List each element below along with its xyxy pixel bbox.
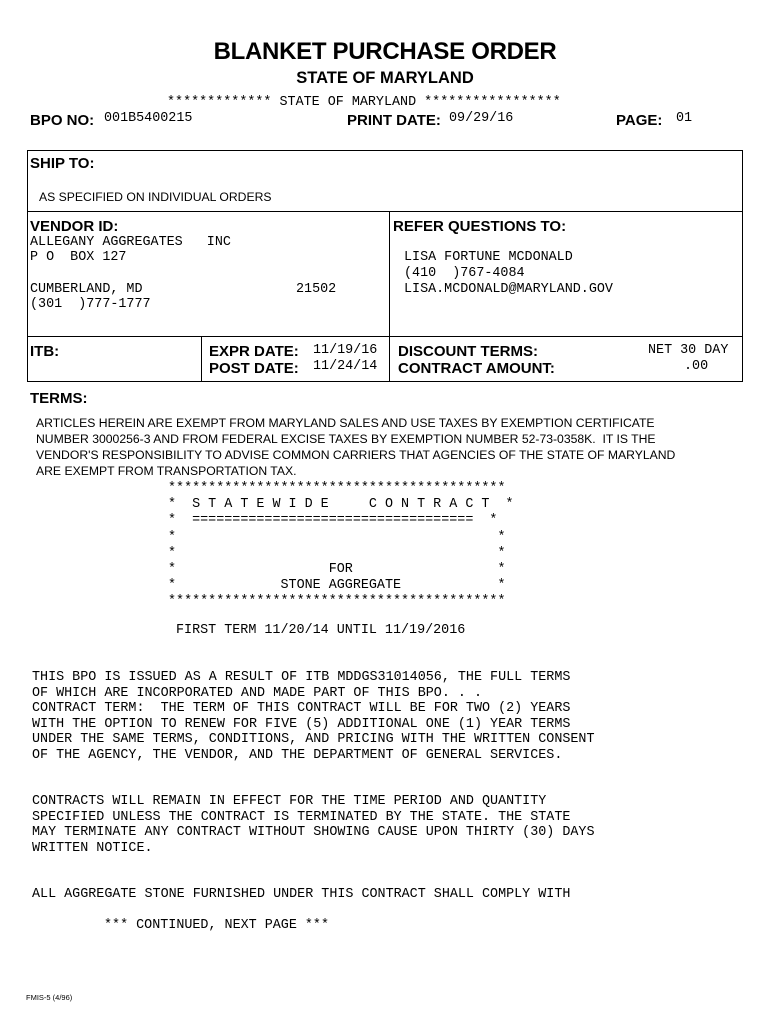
document-subtitle: STATE OF MARYLAND (296, 69, 474, 87)
page-value: 01 (676, 111, 693, 126)
paragraph-line: SPECIFIED UNLESS THE CONTRACT IS TERMINATED BY THE STATE. THE STATE (32, 809, 571, 825)
contract-amount-label: CONTRACT AMOUNT: (398, 360, 555, 377)
box-line: * S T A T E W I D E C O N T R A C T * (168, 497, 514, 513)
vendor-address: P O BOX 127 (30, 250, 127, 265)
box-line: * FOR * (168, 562, 506, 578)
paragraph-line: MAY TERMINATE ANY CONTRACT WITHOUT SHOWING CAUSE UPON THIRTY (30) DAYS (32, 825, 595, 841)
vendor-city: CUMBERLAND, MD (30, 282, 143, 297)
paragraph-line: CONTRACT TERM: THE TERM OF THIS CONTRACT WILL BE FOR TWO (2) YEARS (32, 701, 571, 717)
terms-text (36, 415, 675, 479)
contract-amount-value: .00 (684, 359, 709, 374)
bpo-number-value: 001B5400215 (104, 111, 193, 126)
first-term: FIRST TERM 11/20/14 UNTIL 11/19/2016 (176, 623, 466, 638)
print-date-label: PRINT DATE: (347, 112, 441, 129)
continued-notice: *** CONTINUED, NEXT PAGE *** (104, 918, 329, 933)
box-line: * * (168, 545, 506, 561)
divider-vendor-questions (389, 211, 390, 382)
discount-terms-value: NET 30 DAY (648, 343, 729, 358)
paragraph-line: UNDER THE SAME TERMS, CONDITIONS, AND PRICING WITH THE WRITTEN CONSENT (32, 732, 595, 748)
print-date-value: 09/29/16 (449, 111, 514, 126)
vendor-phone: (301 )777-1777 (30, 297, 151, 312)
vendor-zip: 21502 (296, 282, 337, 297)
expr-date-label: EXPR DATE: (209, 343, 299, 360)
terms-line: ARE EXEMPT FROM TRANSPORTATION TAX. (36, 464, 297, 478)
box-line: ****************************************** (168, 481, 506, 496)
paragraph-line: CONTRACTS WILL REMAIN IN EFFECT FOR THE TIME PERIOD AND QUANTITY (32, 794, 547, 809)
paragraph-line: WRITTEN NOTICE. (32, 840, 153, 856)
post-date-label: POST DATE: (209, 360, 299, 377)
discount-terms-label: DISCOUNT TERMS: (398, 343, 538, 360)
box-line: ****************************************** (168, 594, 506, 610)
ship-to-label: SHIP TO: (30, 155, 95, 172)
page-label: PAGE: (616, 112, 663, 129)
statewide-contract-box (168, 481, 514, 611)
post-date-value: 11/24/14 (313, 359, 378, 374)
vendor-id-label: VENDOR ID: (30, 218, 119, 235)
document-title: BLANKET PURCHASE ORDER (213, 38, 557, 65)
form-id: FMIS-5 (4/96) (26, 993, 73, 1002)
box-line: * * (168, 529, 506, 545)
bpo-number-label: BPO NO: (30, 112, 95, 129)
contact-phone: (410 )767-4084 (404, 266, 525, 281)
contact-email: LISA.MCDONALD@MARYLAND.GOV (404, 282, 613, 297)
paragraph-aggregate-stone: ALL AGGREGATE STONE FURNISHED UNDER THIS CONTRACT SHALL COMPLY WITH (32, 887, 571, 902)
terms-label: TERMS: (30, 390, 88, 407)
box-line: * STONE AGGREGATE * (168, 578, 506, 594)
refer-questions-label: REFER QUESTIONS TO: (393, 218, 567, 235)
ship-to-value: AS SPECIFIED ON INDIVIDUAL ORDERS (39, 190, 272, 204)
divider-itb-expr (201, 336, 202, 382)
paragraph-line: OF WHICH ARE INCORPORATED AND MADE PART OF THIS BPO. . . (32, 685, 482, 701)
terms-line: NUMBER 3000256-3 AND FROM FEDERAL EXCISE TAXES BY EXEMPTION NUMBER 52-73-0358K. IT IS THE (36, 432, 656, 446)
paragraph-line: OF THE AGENCY, THE VENDOR, AND THE DEPARTMENT OF GENERAL SERVICES. (32, 747, 563, 763)
terms-line: ARTICLES HEREIN ARE EXEMPT FROM MARYLAND SALES AND USE TAXES BY EXEMPTION CERTIFICATE (36, 416, 655, 430)
state-banner: ************* STATE OF MARYLAND ***************** (167, 95, 561, 110)
paragraph-issuance (32, 670, 595, 764)
itb-label: ITB: (30, 343, 60, 360)
vendor-name: ALLEGANY AGGREGATES INC (30, 235, 231, 250)
expr-date-value: 11/19/16 (313, 343, 378, 358)
paragraph-line: WITH THE OPTION TO RENEW FOR FIVE (5) ADDITIONAL ONE (1) YEAR TERMS (32, 716, 571, 732)
box-line: * =================================== * (168, 513, 498, 529)
order-info-grid (27, 150, 743, 382)
divider-ship-vendor (27, 211, 743, 212)
paragraph-termination (32, 794, 595, 856)
divider-vendor-terms (27, 336, 743, 337)
paragraph-line: THIS BPO IS ISSUED AS A RESULT OF ITB MDDGS31014056, THE FULL TERMS (32, 670, 571, 685)
contact-name: LISA FORTUNE MCDONALD (404, 250, 573, 265)
terms-line: VENDOR'S RESPONSIBILITY TO ADVISE COMMON CARRIERS THAT AGENCIES OF THE STATE OF MARYLAND (36, 448, 676, 462)
